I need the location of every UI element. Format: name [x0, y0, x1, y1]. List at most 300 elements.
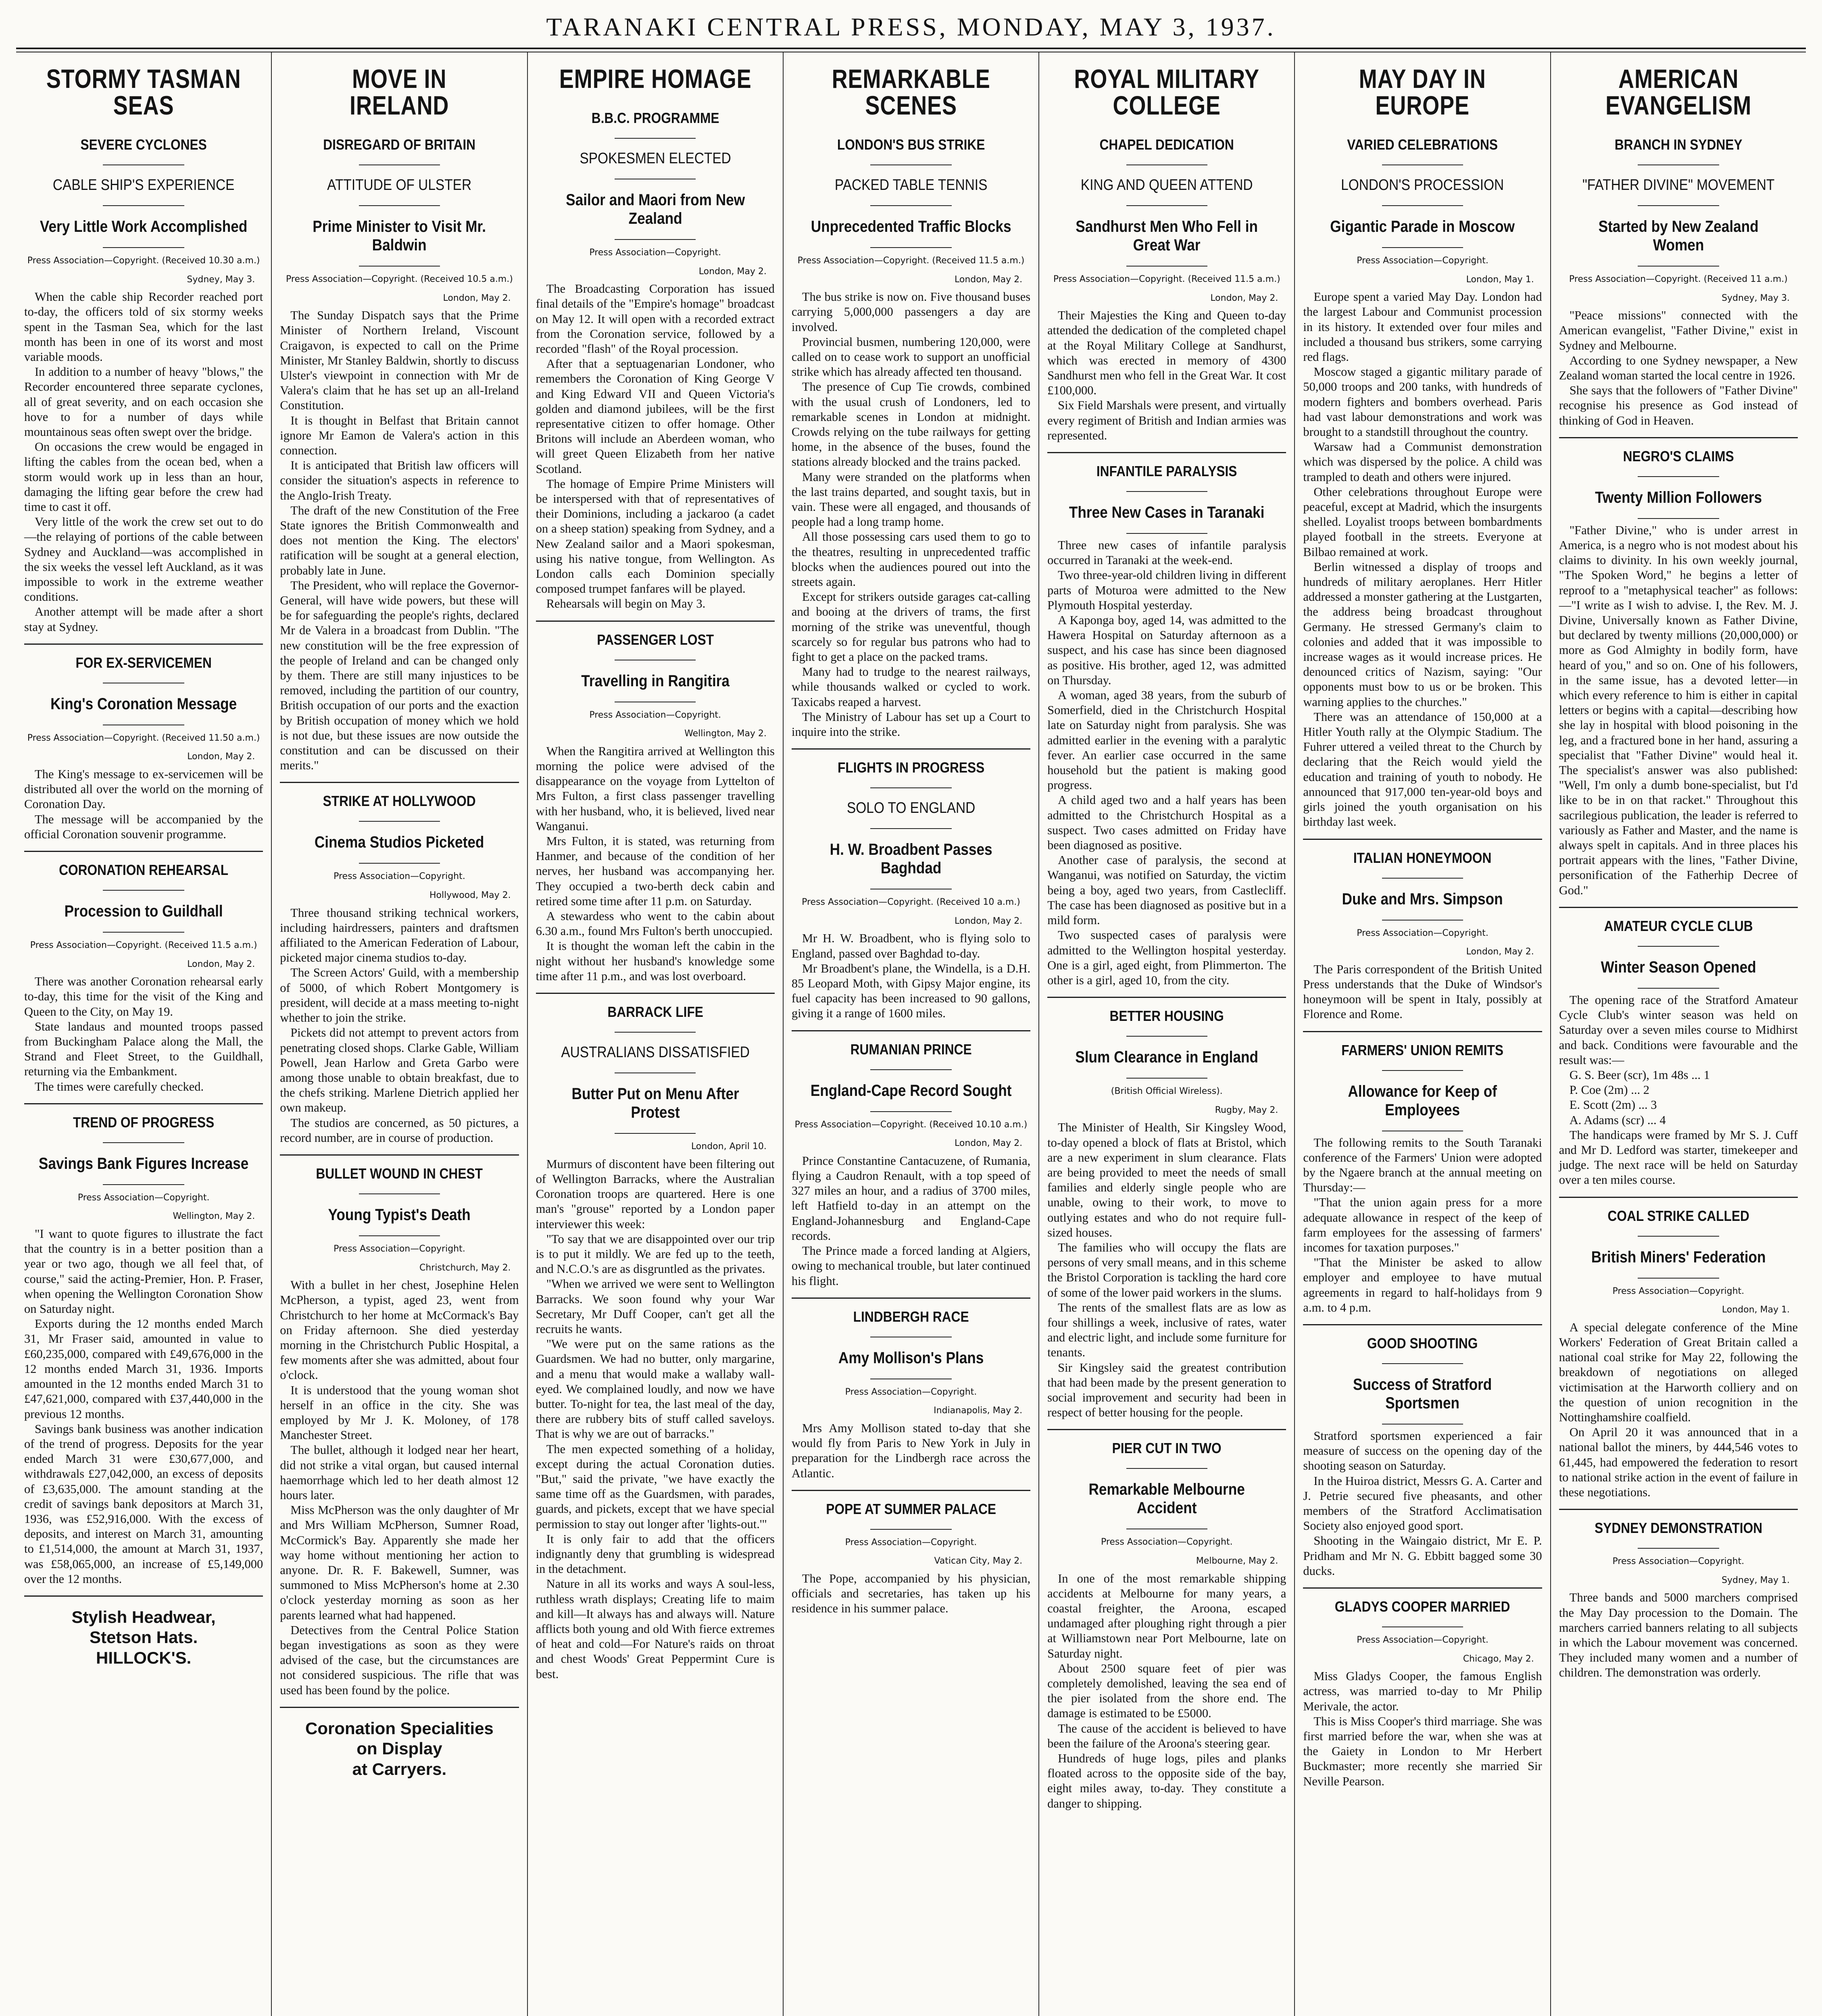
deck-rule	[1638, 205, 1719, 206]
dateline: London, May 1.	[1722, 1305, 1790, 1315]
deck-rule	[1382, 1363, 1463, 1364]
story-deck: PIER CUT IN TWO	[1112, 1440, 1222, 1457]
article-paragraph: Mrs Fulton, it is stated, was returning from Hanmer, and because of the condition of her nerves, her husband was accompanying her. They occupied a two-berth deck cabin and retired some time after 11 p.m. on Saturday.	[536, 834, 775, 908]
story-divider	[1559, 907, 1798, 908]
article-paragraph: E. Scott (2m) ... 3	[1569, 1098, 1657, 1112]
deck-rule	[1638, 988, 1719, 989]
press-credit: Press Association—Copyright. (Received 10 a.m.)	[802, 897, 1020, 908]
article-paragraph: The King's message to ex-servicemen will be distributed all over the world on the morning of Coronation Day.	[24, 767, 263, 811]
article-paragraph: Miss Gladys Cooper, the famous English actress, was married to-day to Mr Philip Merivale, the actor.	[1303, 1669, 1542, 1713]
story-divider	[24, 1103, 263, 1104]
article-paragraph: A child aged two and a half years has been admitted to the Christchurch Hospital as a suspect. Two cases admitted on Friday have been diagnosed as positive.	[1047, 793, 1286, 852]
deck-rule	[615, 1032, 696, 1033]
story-deck: SOLO TO ENGLAND	[846, 800, 976, 817]
columns	[16, 52, 1806, 2016]
news-column	[1551, 52, 1806, 2016]
dateline: Vatican City, May 2.	[934, 1556, 1023, 1566]
story-deck: Sailor and Maori from New Zealand	[565, 191, 745, 227]
article-paragraph: A special delegate conference of the Mine Workers' Federation of Great Britain called a national coal strike for May 22, following the breakdown of negotiations on alleged victimisation at the Harworth colliery and on the question of union recognition in the Nottinghamshire coalfield.	[1559, 1320, 1798, 1424]
press-credit: Press Association—Copyright.	[334, 1243, 465, 1254]
article-paragraph: The following remits to the South Taranaki conference of the Farmers' Union were adopted by the Ngaere branch at the annual meeting on Thursday:—	[1303, 1135, 1542, 1195]
article-paragraph: Another attempt will be made after a short stay at Sydney.	[24, 605, 263, 634]
press-credit: Press Association—Copyright.	[77, 1192, 210, 1203]
press-credit: Press Association—Copyright. (Received 11.5 a.m.)	[797, 256, 1025, 266]
article-paragraph: The homage of Empire Prime Ministers will be interspersed with that of representatives of their Dominions, including a jackaroo (a cadet on a sheep station) speaking from Sydney, and a New Zealand sailor and a Maori spokesman, using his native tongue, from Wellington. As London calls each Dominion specially composed trumpet fanfares will be played.	[536, 477, 775, 596]
dateline: Hollywood, May 2.	[429, 890, 511, 901]
story-deck: AMATEUR CYCLE CLUB	[1604, 917, 1753, 934]
article-paragraph: When the cable ship Recorder reached port to-day, the officers told of six stormy weeks spent in the Tasman Sea, which for the last month has been in one of its worst and most variable moods.	[24, 290, 263, 364]
dateline: London, May 2.	[955, 916, 1023, 926]
article-paragraph: Nature in all its works and ways A soul-less, ruthless wrath displays; Creating life to maim and kill—It always has and always will. Nature afflicts both young and old With fierce extremes of heat and cold—For Nature's raids on throat and chest Woods' Great Peppermint Cure is best.	[536, 1577, 775, 1681]
deck-rule	[1126, 205, 1207, 206]
news-column	[784, 52, 1039, 2016]
story-deck: Savings Bank Figures Increase	[38, 1154, 249, 1173]
article-paragraph: The Prince made a forced landing at Algiers, owing to mechanical trouble, but later continued his flight.	[791, 1244, 1031, 1288]
story-deck: Cinema Studios Picketed	[315, 833, 484, 852]
ad-divider	[280, 1707, 519, 1708]
deck-rule	[1638, 1548, 1719, 1549]
article-paragraph: The Screen Actors' Guild, with a membership of 5000, of which Robert Montgomery is president, will decide at a mass meeting to-night whether to join the strike.	[280, 966, 519, 1025]
deck-rule	[103, 247, 184, 248]
story-deck: BARRACK LIFE	[607, 1004, 703, 1020]
article-paragraph: The handicaps were framed by Mr S. J. Cuff and Mr D. Ledford was starter, timekeeper and judge. The next race will be held on Saturday over a ten miles course.	[1559, 1128, 1798, 1187]
deck-rule	[1382, 920, 1463, 921]
advertisement	[280, 1718, 519, 1779]
column-content	[24, 60, 263, 1668]
deck-rule	[1638, 1278, 1719, 1279]
story-deck: ITALIAN HONEYMOON	[1353, 849, 1492, 866]
article-paragraph: A Kaponga boy, aged 14, was admitted to the Hawera Hospital on Saturday afternoon as a suspect, and his case has since been diagnosed as positive. His brother, aged 12, was admitted on Thursday.	[1047, 613, 1286, 687]
column-headline: REMARKABLE SCENES	[832, 64, 990, 120]
story-deck: H. W. Broadbent Passes Baghdad	[830, 841, 992, 877]
story-deck: Winter Season Opened	[1601, 958, 1756, 976]
deck-rule	[103, 932, 184, 933]
deck-rule	[615, 239, 696, 240]
deck-rule	[359, 821, 440, 822]
article-paragraph: Exports during the 12 months ended March 31, Mr Fraser said, amounted in value to £60,235,000, compared with £49,676,000 in the 12 months ended March 31, 1936. Imports amounted in the 12 months ended March 31 to £47,621,000, compared with £37,440,000 in the previous 12 months.	[24, 1317, 263, 1421]
article-paragraph: On April 20 it was announced that in a national ballot the miners, by 444,546 votes to 61,445, had empowered the federation to resort to national strike action in the event of failure in these negotiations.	[1559, 1425, 1798, 1499]
story-deck: PASSENGER LOST	[596, 631, 714, 648]
article-paragraph: The opening race of the Stratford Amateur Cycle Club's winter season was held on Saturday over a seven miles course to Midhirst and back. Conditions were favourable and the result was:—	[1559, 993, 1798, 1067]
article-paragraph: Detectives from the Central Police Station began investigations as soon as they were advised of the case, but the circumstances are not considered suspicious. The rifle that was used has been found by the police.	[280, 1623, 519, 1697]
story-deck: DISREGARD OF BRITAIN	[323, 136, 476, 153]
story-deck: Gigantic Parade in Moscow	[1330, 218, 1515, 235]
article-paragraph: Two three-year-old children living in different parts of Moturoa were admitted to the New Plymouth Hospital yesterday.	[1047, 568, 1286, 612]
story-deck: KING AND QUEEN ATTEND	[1080, 177, 1253, 194]
masthead-rule	[16, 48, 1806, 49]
article-paragraph: The cause of the accident is believed to have been the failure of the Aroona's steering gear.	[1047, 1721, 1286, 1750]
story-deck: INFANTILE PARALYSIS	[1096, 463, 1237, 480]
story-deck: CORONATION REHEARSAL	[59, 862, 229, 879]
story-divider	[792, 1297, 1030, 1299]
ad-line: on Display	[356, 1739, 442, 1758]
dateline: London, May 2.	[443, 293, 511, 303]
article-paragraph: In addition to a number of heavy "blows," the Recorder encountered three separate cyclones, all of great severity, and on each occasion she hove to for a number of days while mountainous seas often swept over the bridge.	[24, 365, 263, 439]
article-paragraph: P. Coe (2m) ... 2	[1569, 1083, 1649, 1097]
article-paragraph: Two suspected cases of paralysis were admitted to the Wellington hospital yesterday. One is a girl, aged eight, from Plimmerton. The other is a girl, aged 10, from the city.	[1047, 928, 1286, 987]
story-deck: FARMERS' UNION REMITS	[1341, 1041, 1504, 1058]
article-paragraph: A woman, aged 38 years, from the suburb of Somerfield, died in the Christchurch Hospital late on Saturday night from paralysis. She was admitted earlier in the evening with a paralytic fever. An earlier case occurred in the same household but the patient is making good progress.	[1047, 688, 1286, 792]
column-headline: ROYAL MILITARY COLLEGE	[1074, 64, 1260, 120]
article-paragraph: The Paris correspondent of the British United Press understands that the Duke of Windsor's honeymoon will be spent in Italy, possibly at Florence and Rome.	[1303, 962, 1542, 1021]
article-paragraph: Except for strikers outside garages cat-calling and booing at the drivers of trams, the first morning of the strike was uneventful, though scarcely so for regular bus patrons who had to fight to get a place on the packed trams.	[791, 590, 1031, 664]
press-credit: Press Association—Copyright.	[845, 1387, 977, 1397]
story-divider	[536, 621, 775, 622]
story-deck: FOR EX-SERVICEMEN	[75, 654, 212, 671]
article-paragraph: "We were put on the same rations as the Guardsmen. We had no butter, only margarine, and a menu that would make a wallaby wall-eyed. We complained loudly, and now we have butter. To-night for tea, the last meal of the day, there are rubbery bits of stuff called saveloys. That is why we are out of barracks."	[536, 1337, 775, 1441]
article-paragraph: A. Adams (scr) ... 4	[1569, 1113, 1666, 1127]
dateline: Christchurch, May 2.	[419, 1262, 511, 1273]
article-paragraph: The Ministry of Labour has set up a Court to inquire into the strike.	[791, 710, 1031, 739]
article-paragraph: Many had to trudge to the nearest railways, while thousands walked or cycled to work. Taxicabs reaped a harvest.	[791, 665, 1031, 709]
article-paragraph: The men expected something of a holiday, except during the actual Coronation duties. "But," said the private, "we have exactly the same time off as the Guardsmen, with parades, guards, and pickets, except that we have special permission to stay out longer after 'lights-out.'"	[536, 1442, 775, 1531]
story-deck: Success of Stratford Sportsmen	[1353, 1375, 1492, 1412]
deck-rule	[1638, 476, 1719, 477]
news-column	[1295, 52, 1551, 2016]
article-paragraph: About 2500 square feet of pier was completely demolished, leaving the sea end of the pier isolated from the shore end. The damage is estimated to be £5000.	[1047, 1661, 1286, 1720]
story-deck: Slum Clearance in England	[1075, 1048, 1259, 1066]
press-credit: Press Association—Copyright.	[1101, 1537, 1233, 1547]
article-paragraph: There was an attendance of 150,000 at a Hitler Youth rally at the Olympic Stadium. The Fuhrer uttered a veiled threat to the Church by declaring that the Reich would yield the education and training of youth to nobody. He announced that 917,000 ten-year-old boys and girls joined the youth organisation on his birthday last week.	[1303, 710, 1542, 829]
article-paragraph: Mrs Amy Mollison stated to-day that she would fly from Paris to New York in July in preparation for the Lindbergh race across the Atlantic.	[791, 1421, 1031, 1480]
column-headline: STORMY TASMAN SEAS	[46, 64, 241, 120]
press-credit: Press Association—Copyright. (Received 11.50 a.m.)	[27, 733, 260, 743]
article-paragraph: The bullet, although it lodged near her heart, did not strike a vital organ, but caused internal haemorrhage which led to her death almost 12 hours later.	[280, 1443, 519, 1502]
deck-rule	[870, 247, 951, 248]
dateline: Sydney, May 3.	[1722, 293, 1790, 303]
masthead	[16, 0, 1806, 44]
column-content	[1047, 60, 1286, 1811]
article-paragraph: Miss McPherson was the only daughter of Mr and Mrs William McPherson, Sumner Road, McCormick's Bay. Apparently she made her way home without mentioning her action to anyone. Dr. R. F. Bakewell, Sumner, was summoned to Miss McPherson's home at 2.30 o'clock yesterday morning as soon as her parents learned what had happened.	[280, 1503, 519, 1622]
article-paragraph: "When we arrived we were sent to Wellington Barracks. We soon found why your War Secretary, Mr Duff Cooper, can't get all the recruits he wants.	[536, 1277, 775, 1336]
story-deck: Prime Minister to Visit Mr. Baldwin	[313, 218, 486, 254]
dateline: Melbourne, May 2.	[1196, 1556, 1278, 1566]
story-divider	[792, 748, 1030, 750]
article-paragraph: Prince Constantine Cantacuzene, of Rumania, flying a Caudron Renault, with a top speed of 327 miles an hour, and a radius of 3700 miles, left Hatfield to-day in an attempt on the England-Johannesburg and England-Cape records.	[791, 1154, 1031, 1243]
article-paragraph: Moscow staged a gigantic military parade of 50,000 troops and 200 tanks, with hundreds of modern fighters and bombers overhead. Paris had vast labour demonstrations and work was brought to a standstill throughout the country.	[1303, 365, 1542, 439]
article-paragraph: Pickets did not attempt to prevent actors from penetrating closed shops. Clarke Gable, William Powell, Jean Harlow and Greta Garbo were among those unable to obtain breakfast, due to the chefs striking. Marlene Dietrich applied her own makeup.	[280, 1026, 519, 1115]
story-divider	[24, 644, 263, 645]
column-content	[280, 60, 519, 1779]
article-paragraph: In one of the most remarkable shipping accidents at Melbourne for many years, a coastal freighter, the Aroona, escaped undamaged after ploughing right through a pier at Williamstown near Port Melbourne, late on Saturday night.	[1047, 1571, 1286, 1660]
dateline: Sydney, May 1.	[1722, 1575, 1790, 1585]
article-paragraph: "I want to quote figures to illustrate the fact that the country is in a better position than a year or two ago, though we all feel that, of course," said the acting-Premier, Hon. P. Fraser, when opening the Wellington Coronation Show on Saturday night.	[24, 1227, 263, 1316]
article-paragraph: Stratford sportsmen experienced a fair measure of success on the opening day of the shooting season on Saturday.	[1303, 1429, 1542, 1473]
story-divider	[1303, 1587, 1542, 1589]
dateline: Sydney, May 3.	[187, 274, 255, 285]
story-deck: CHAPEL DEDICATION	[1099, 136, 1234, 153]
deck-rule	[615, 138, 696, 139]
story-deck: POPE AT SUMMER PALACE	[826, 1500, 996, 1517]
article-paragraph: It is thought in Belfast that Britain cannot ignore Mr Eamon de Valera's action in this connection.	[280, 413, 519, 458]
deck-rule	[103, 1184, 184, 1185]
article-paragraph: Three bands and 5000 marchers comprised the May Day procession to the Domain. The marchers carried banners relating to all subjects in which the Labour movement was concerned. They included many women and a number of children. The demonstration was orderly.	[1559, 1591, 1798, 1680]
article-paragraph: She says that the followers of "Father Divine" recognise his presence as God instead of thinking of God in Heaven.	[1559, 383, 1798, 427]
story-deck: LONDON'S PROCESSION	[1341, 177, 1504, 194]
story-divider	[1559, 437, 1798, 438]
column-content	[536, 60, 775, 1682]
story-deck: RUMANIAN PRINCE	[850, 1041, 972, 1058]
story-deck: SPOKESMEN ELECTED	[580, 150, 731, 167]
deck-rule	[1126, 1468, 1207, 1469]
article-paragraph: The studios are concerned, as 50 pictures, a record number, are in course of production.	[280, 1116, 519, 1145]
story-deck: King's Coronation Message	[50, 695, 237, 713]
story-divider	[1559, 1197, 1798, 1198]
article-paragraph: Six Field Marshals were present, and virtually every regiment of British and Indian armies was represented.	[1047, 398, 1286, 442]
article-paragraph: State landaus and mounted troops passed from Buckingham Palace along the Mall, the Strand and Fleet Street, to the Guildhall, returning via the Embankment.	[24, 1019, 263, 1079]
article-paragraph: On occasions the crew would be engaged in lifting the cables from the ocean bed, when a storm would work up in less than an hour, damaging the lifting gear before the crew had time to cast it off.	[24, 440, 263, 514]
story-deck: Very Little Work Accomplished	[40, 218, 248, 235]
press-credit: Press Association—Copyright.	[1612, 1286, 1745, 1296]
press-credit: (British Official Wireless).	[1111, 1086, 1223, 1097]
story-deck: GOOD SHOOTING	[1367, 1335, 1478, 1352]
article-paragraph: "To say that we are disappointed over our trip is to put it mildly. We are fed up to the teeth, and N.C.O.'s are as disgruntled as the privates.	[536, 1232, 775, 1276]
dateline: London, April 10.	[691, 1141, 767, 1152]
press-credit: Press Association—Copyright. (Received 10.10 a.m.)	[794, 1119, 1028, 1130]
story-deck: BRANCH IN SYDNEY	[1614, 136, 1743, 153]
ad-line: Coronation Specialities	[305, 1718, 494, 1738]
news-column	[272, 52, 527, 2016]
dateline: London, May 2.	[698, 266, 767, 277]
story-deck: Three New Cases in Taranaki	[1069, 504, 1265, 522]
story-deck: VARIED CELEBRATIONS	[1347, 136, 1498, 153]
article-paragraph: The Pope, accompanied by his physician, officials and secretaries, has taken up his residence in his summer palace.	[791, 1571, 1031, 1616]
deck-rule	[870, 1111, 951, 1112]
article-paragraph: Rehearsals will begin on May 3.	[546, 597, 706, 611]
story-deck: Sandhurst Men Who Fell in Great War	[1076, 218, 1258, 254]
story-deck: England-Cape Record Sought	[810, 1081, 1012, 1100]
press-credit: Press Association—Copyright. (Received 10.30 a.m.)	[27, 256, 260, 266]
story-divider	[1047, 1429, 1286, 1430]
article-paragraph: The Sunday Dispatch says that the Prime Minister of Northern Ireland, Viscount Craigavon, is expected to call on the Prime Minister, Mr Stanley Baldwin, shortly to discuss Ulster's viewpoint in connection with Mr de Valera's claim that he has set up an all-Ireland Constitution.	[280, 308, 519, 412]
press-credit: Press Association—Copyright.	[1357, 256, 1488, 266]
news-column	[16, 52, 272, 2016]
article-paragraph: It is anticipated that British law officers will consider the situation's aspects in reference to the Anglo-Irish Treaty.	[280, 458, 519, 502]
article-paragraph: After that a septuagenarian Londoner, who remembers the Coronation of King George V and King Edward VII and Queen Victoria's golden and diamond jubilees, will be the first representative citizen to offer homage. Other Britons will include an Aberdeen woman, who will greet Queen Elizabeth from her native Scotland.	[536, 357, 775, 476]
story-deck: Twenty Million Followers	[1595, 488, 1762, 506]
story-divider	[280, 1154, 519, 1156]
story-divider	[1047, 997, 1286, 998]
dateline: London, May 2.	[955, 1138, 1023, 1149]
masthead-text: TARANAKI CENTRAL PRESS, MONDAY, MAY 3, 1937.	[546, 12, 1276, 41]
article-paragraph: Mr Broadbent's plane, the Windella, is a D.H. 85 Leopard Moth, with Gipsy Major engine, its fuel capacity has been increased to 90 gallons, giving it a range of 1600 miles.	[791, 961, 1031, 1020]
article-paragraph: Three thousand striking technical workers, including hairdressers, painters and draftsmen affiliated to the American Federation of Labour, picketed major cinema studios to-day.	[280, 906, 519, 965]
article-paragraph: The Broadcasting Corporation has issued final details of the "Empire's homage" broadcast on May 12. It will open with a recorded extract from the Coronation service, followed by a recorded "flash" of the Royal procession.	[536, 282, 775, 356]
deck-rule	[1638, 266, 1719, 267]
article-paragraph: Many were stranded on the platforms when the last trains departed, and sought taxis, but in vain. These were all engaged, and thousands of people had a long tramp home.	[791, 470, 1031, 529]
story-deck: Young Typist's Death	[328, 1206, 471, 1224]
press-credit: Press Association—Copyright.	[1357, 928, 1488, 938]
deck-rule	[1382, 247, 1463, 248]
ad-line: HILLOCK'S.	[96, 1648, 192, 1667]
story-deck: PACKED TABLE TENNIS	[834, 177, 988, 194]
news-column	[1039, 52, 1295, 2016]
ad-line: Stetson Hats.	[89, 1628, 198, 1647]
article-paragraph: Another case of paralysis, the second at Wanganui, was notified on Saturday, the victim being a boy, aged two years, from Castlecliff. The case has been diagnosed as positive but in a mild form.	[1047, 853, 1286, 927]
story-divider	[536, 993, 775, 994]
column-content	[1303, 60, 1542, 1789]
story-deck: Procession to Guildhall	[64, 902, 223, 921]
article-paragraph: All those possessing cars used them to go to the theatres, resulting in unprecedented traffic blocks when the audiences poured out into the streets again.	[791, 530, 1031, 589]
deck-rule	[870, 787, 951, 788]
dateline: London, May 2.	[955, 274, 1023, 285]
story-divider	[280, 782, 519, 783]
ad-line: Stylish Headwear,	[71, 1607, 216, 1627]
article-paragraph: The times were carefully checked.	[35, 1079, 204, 1093]
article-paragraph: Shooting in the Waingaio district, Mr E. P. Pridham and Mr N. G. Ebbitt bagged some 30 ducks.	[1303, 1534, 1542, 1578]
article-paragraph: Mr H. W. Broadbent, who is flying solo to England, passed over Baghdad to-day.	[791, 931, 1031, 960]
article-paragraph: Berlin witnessed a display of troops and hundreds of military aeroplanes. Herr Hitler addressed a monster gathering at the Lustgarten, the address being broadcast throughout Germany. He stressed Germany's claim to colonies and added that it was impossible to increase wages as it would increase prices. He denounced critics of Nazism, saying: "Our opponents must bow to us or be broken. This warning applies to the churches."	[1303, 560, 1542, 709]
deck-rule	[870, 205, 951, 206]
column-headline: EMPIRE HOMAGE	[559, 64, 752, 94]
story-deck: LONDON'S BUS STRIKE	[837, 136, 985, 153]
article-paragraph: The bus strike is now on. Five thousand buses carrying 5,000,000 passengers a day are involved.	[791, 290, 1031, 334]
deck-rule	[359, 1235, 440, 1236]
article-paragraph: The President, who will replace the Governor-General, will have wide powers, but these will be for safeguarding the people's rights, declared Mr de Valera in a broadcast from Dublin. "The new constitution will be the free expression of the people of Ireland and can be changed only by them. There are still many injustices to be removed, including the partition of our country, British occupation of our ports and the exaction by British occupation of money which we hold is not due, but these issues are now outside the constitution and can be discussed on their merits."	[280, 578, 519, 773]
press-credit: Press Association—Copyright.	[589, 710, 721, 720]
article-paragraph: "Father Divine," who is under arrest in America, is a negro who is not modest about his claims to divinity. In his own weekly journal, "The Spoken Word," he begins a letter of reproof to a "metaphysical teacher" as follows:—"I write as I wish to advise. I, the Rev. M. J. Divine, Universally known as Father Divine, but declared by twenty millions (20,000,000) or more as God Almighty in bodily form, have heard of you," and so on. One of his followers, in the same issue, has a devoted letter—in which every reference to him is either in capital letters or begins with a capital—describing how she lay in hospital with blood poisoning in the leg, and a fractured bone in her hand, assuring a specialist that "Father Divine" would heal it. The specialist's answer was also published: "Well, I'm only a dumb bone-specialist, but I'd like to be in on that racket." Throughout this sacrilegious publication, the leader is referred to variously as Father and Master, and the name is always spelt in capitals. And in three places his portrait appears with the lines, "Father Divine, personification of the Fatherhip Decree of God."	[1559, 523, 1798, 897]
deck-rule	[1382, 1424, 1463, 1425]
story-deck: ATTITUDE OF ULSTER	[327, 177, 472, 194]
article-paragraph: Murmurs of discontent have been filtering out of Wellington Barracks, where the Australian Coronation troops are quartered. Here is one man's "grouse" reported by a London paper interviewer this week:	[536, 1157, 775, 1231]
dateline: Wellington, May 2.	[173, 1211, 255, 1222]
story-deck: SEVERE CYCLONES	[80, 136, 207, 153]
story-deck: TREND OF PROGRESS	[73, 1114, 215, 1131]
story-deck: LINDBERGH RACE	[853, 1308, 969, 1325]
article-paragraph: A stewardess who went to the cabin about 6.30 a.m., found Mrs Fulton's berth unoccupied.	[536, 909, 775, 938]
article-paragraph: Savings bank business was another indication of the trend of progress. Deposits for the year ended March 31 were £30,677,000, and withdrawals £27,042,000, an excess of deposits of £3,635,000. The amount standing at the credit of savings bank depositors at March 31, 1936, was £52,916,000. With the excess of deposits, and interest on March 31, amounting to £1,514,000, the amount at March 31, 1937, was £58,065,000, an increase of £5,149,000 over the 12 months.	[24, 1422, 263, 1586]
dateline: London, May 2.	[1466, 947, 1534, 957]
story-deck: Started by New Zealand Women	[1598, 218, 1759, 254]
story-deck: STRIKE AT HOLLYWOOD	[323, 793, 476, 810]
article-paragraph: There was another Coronation rehearsal early to-day, this time for the visit of the King and Queen to the City, on May 19.	[24, 975, 263, 1018]
news-column	[528, 52, 784, 2016]
press-credit: Press Association—Copyright. (Received 11.5 a.m.)	[1053, 274, 1280, 284]
press-credit: Press Association—Copyright.	[845, 1537, 977, 1547]
dateline: Rugby, May 2.	[1215, 1105, 1278, 1115]
dateline: London, May 2.	[187, 959, 255, 969]
deck-rule	[359, 1193, 440, 1194]
article-paragraph: Provincial busmen, numbering 120,000, were called on to cease work to support an unofficial strike which has already affected ten thousand.	[791, 335, 1031, 379]
story-divider	[1303, 839, 1542, 840]
deck-rule	[870, 828, 951, 829]
dateline: Wellington, May 2.	[684, 729, 767, 739]
article-paragraph: It is understood that the young woman shot herself in an office in the city. She was employed by Mr J. K. Moloney, of 178 Manchester Street.	[280, 1383, 519, 1442]
article-paragraph: It is thought the woman left the cabin in the night without her husband's knowledge some time after 11 p.m., and was lost overboard.	[536, 939, 775, 983]
column-content	[792, 60, 1030, 1616]
article-paragraph: "That the union again press for a more adequate allowance in respect of the keep of farm employees for the assessing of farmers' incomes for taxation purposes."	[1303, 1195, 1542, 1254]
press-credit: Press Association—Copyright.	[1357, 1635, 1488, 1645]
deck-rule	[1638, 518, 1719, 519]
story-divider	[1303, 1324, 1542, 1325]
story-deck: Unprecedented Traffic Blocks	[811, 218, 1011, 235]
story-deck: BETTER HOUSING	[1109, 1008, 1224, 1025]
article-paragraph: Very little of the work the crew set out to do—the relaying of portions of the cable between Sydney and Auckland—was accomplished in the six weeks the vessel left Auckland, as it was impossible to work in the extreme weather conditions.	[24, 515, 263, 604]
article-paragraph: Sir Kingsley said the greatest contribution that had been made by the present generation to social improvement and security had been in respect of better housing for the people.	[1047, 1360, 1286, 1420]
article-paragraph: The Minister of Health, Sir Kingsley Wood, to-day opened a block of flats at Bristol, which are a new experiment in slum clearance. Flats are being provided to meet the needs of small families and elderly single people who are unable, owing to their work, to move to outlying estates and who do not require full-sized houses.	[1047, 1120, 1286, 1239]
advertisement	[24, 1607, 263, 1668]
story-divider	[24, 851, 263, 852]
deck-rule	[1126, 1078, 1207, 1079]
article-paragraph: The rents of the smallest flats are as low as four shillings a week, inclusive of rates, water and electric light, and include some furniture for tenants.	[1047, 1300, 1286, 1360]
article-paragraph: Other celebrations throughout Europe were peaceful, except at Madrid, which the insurgents shelled. Loyalist troops between bombardments played football in the streets. Everyone at Bilbao remained at work.	[1303, 485, 1542, 559]
deck-rule	[1382, 878, 1463, 879]
dateline: Chicago, May 2.	[1463, 1654, 1534, 1664]
column-content	[1559, 60, 1798, 1681]
press-credit: Press Association—Copyright.	[1612, 1556, 1745, 1567]
deck-rule	[615, 1133, 696, 1134]
story-deck: CABLE SHIP'S EXPERIENCE	[52, 177, 235, 194]
article-paragraph: The families who will occupy the flats are persons of very small means, and in this scheme the Bristol Corporation is tackling the hard core of some of the lower paid workers in the slums.	[1047, 1240, 1286, 1300]
article-paragraph: "Peace missions" connected with the American evangelist, "Father Divine," exist in Sydney and Melbourne.	[1559, 308, 1798, 352]
deck-rule	[359, 266, 440, 267]
story-deck: COAL STRIKE CALLED	[1607, 1207, 1749, 1224]
story-deck: GLADYS COOPER MARRIED	[1335, 1598, 1510, 1615]
article-paragraph: "That the Minister be asked to allow employer and employee to have mutual agreements in regard to half-holidays from 9 a.m. to 4 p.m.	[1303, 1256, 1542, 1314]
dateline: London, May 2.	[187, 752, 255, 762]
deck-rule	[1126, 491, 1207, 492]
story-deck: BULLET WOUND IN CHEST	[316, 1165, 483, 1182]
story-deck: "FATHER DIVINE" MOVEMENT	[1582, 177, 1775, 194]
deck-rule	[103, 1142, 184, 1143]
article-paragraph: Hundreds of huge logs, piles and planks floated across to the opposite side of the bay, eight miles away, to-day. They constitute a danger to shipping.	[1047, 1751, 1286, 1810]
story-divider	[1047, 452, 1286, 453]
dateline: Indianapolis, May 2.	[934, 1406, 1023, 1416]
column-headline: MAY DAY IN EUROPE	[1359, 64, 1486, 120]
article-paragraph: According to one Sydney newspaper, a New Zealand woman started the local centre in 1926.	[1559, 353, 1798, 382]
deck-rule	[103, 205, 184, 206]
dateline: London, May 1.	[1466, 274, 1534, 285]
story-divider	[1559, 1509, 1798, 1510]
deck-rule	[359, 205, 440, 206]
story-divider	[1303, 1031, 1542, 1032]
ad-divider	[24, 1595, 263, 1597]
article-paragraph: Warsaw had a Communist demonstration which was dispersed by the police. A child was trampled to death and others were injured.	[1303, 440, 1542, 484]
deck-rule	[1382, 1070, 1463, 1071]
article-paragraph: Their Majesties the King and Queen to-day attended the dedication of the completed chapel at the Royal Military College at Sandhurst, which was erected in memory of 4300 Sandhurst men who fell in the Great War. It cost £100,000.	[1047, 308, 1286, 398]
story-deck: Remarkable Melbourne Accident	[1088, 1481, 1245, 1517]
story-deck: Duke and Mrs. Simpson	[1342, 890, 1503, 908]
story-deck: Amy Mollison's Plans	[838, 1349, 984, 1367]
article-paragraph: In the Huiroa district, Messrs G. A. Carter and J. Petrie secured five pheasants, and other members of the Stratford Acclimatisation Society also enjoyed good sport.	[1303, 1474, 1542, 1533]
story-divider	[792, 1490, 1030, 1491]
deck-rule	[1638, 1236, 1719, 1237]
deck-rule	[1126, 533, 1207, 534]
article-paragraph: The draft of the new Constitution of the Free State ignores the British Commonwealth and does not mention the King. The electors' ratification will be sought at a general election, probably late in June.	[280, 503, 519, 577]
article-paragraph: The message will be accompanied by the official Coronation souvenir programme.	[24, 812, 263, 841]
article-paragraph: With a bullet in her chest, Josephine Helen McPherson, a typist, aged 23, went from Christchurch to her home at McCormack's Bay on Friday afternoon. She died yesterday morning in the Christchurch Public Hospital, a few moments after she was admitted, about four o'clock.	[280, 1278, 519, 1382]
story-deck: FLIGHTS IN PROGRESS	[837, 759, 985, 776]
story-deck: NEGRO'S CLAIMS	[1623, 448, 1734, 464]
press-credit: Press Association—Copyright. (Received 11 a.m.)	[1569, 274, 1788, 284]
column-headline: AMERICAN EVANGELISM	[1605, 64, 1751, 120]
deck-rule	[870, 1069, 951, 1070]
dateline: London, May 2.	[1210, 293, 1278, 303]
press-credit: Press Association—Copyright. (Received 11.5 a.m.)	[30, 940, 257, 951]
column-headline: MOVE IN IRELAND	[350, 64, 449, 120]
story-divider	[792, 1030, 1030, 1031]
deck-rule	[103, 890, 184, 891]
article-paragraph: It is only fair to add that the officers indignantly deny that grumbling is widespread in the detachment.	[536, 1532, 775, 1576]
story-deck: Allowance for Keep of Employees	[1348, 1082, 1497, 1119]
deck-rule	[1126, 266, 1207, 267]
deck-rule	[870, 1529, 951, 1530]
story-deck: Travelling in Rangitira	[581, 672, 730, 690]
story-deck: AUSTRALIANS DISSATISFIED	[561, 1044, 750, 1061]
story-deck: SYDNEY DEMONSTRATION	[1594, 1520, 1762, 1537]
press-credit: Press Association—Copyright. (Received 10.5 a.m.)	[286, 274, 513, 284]
article-paragraph: This is Miss Cooper's third marriage. She was first married before the war, when she was at the Gaiety in London to Mr Herbert Buckmaster; more recently she married Sir Neville Pearson.	[1303, 1714, 1542, 1788]
